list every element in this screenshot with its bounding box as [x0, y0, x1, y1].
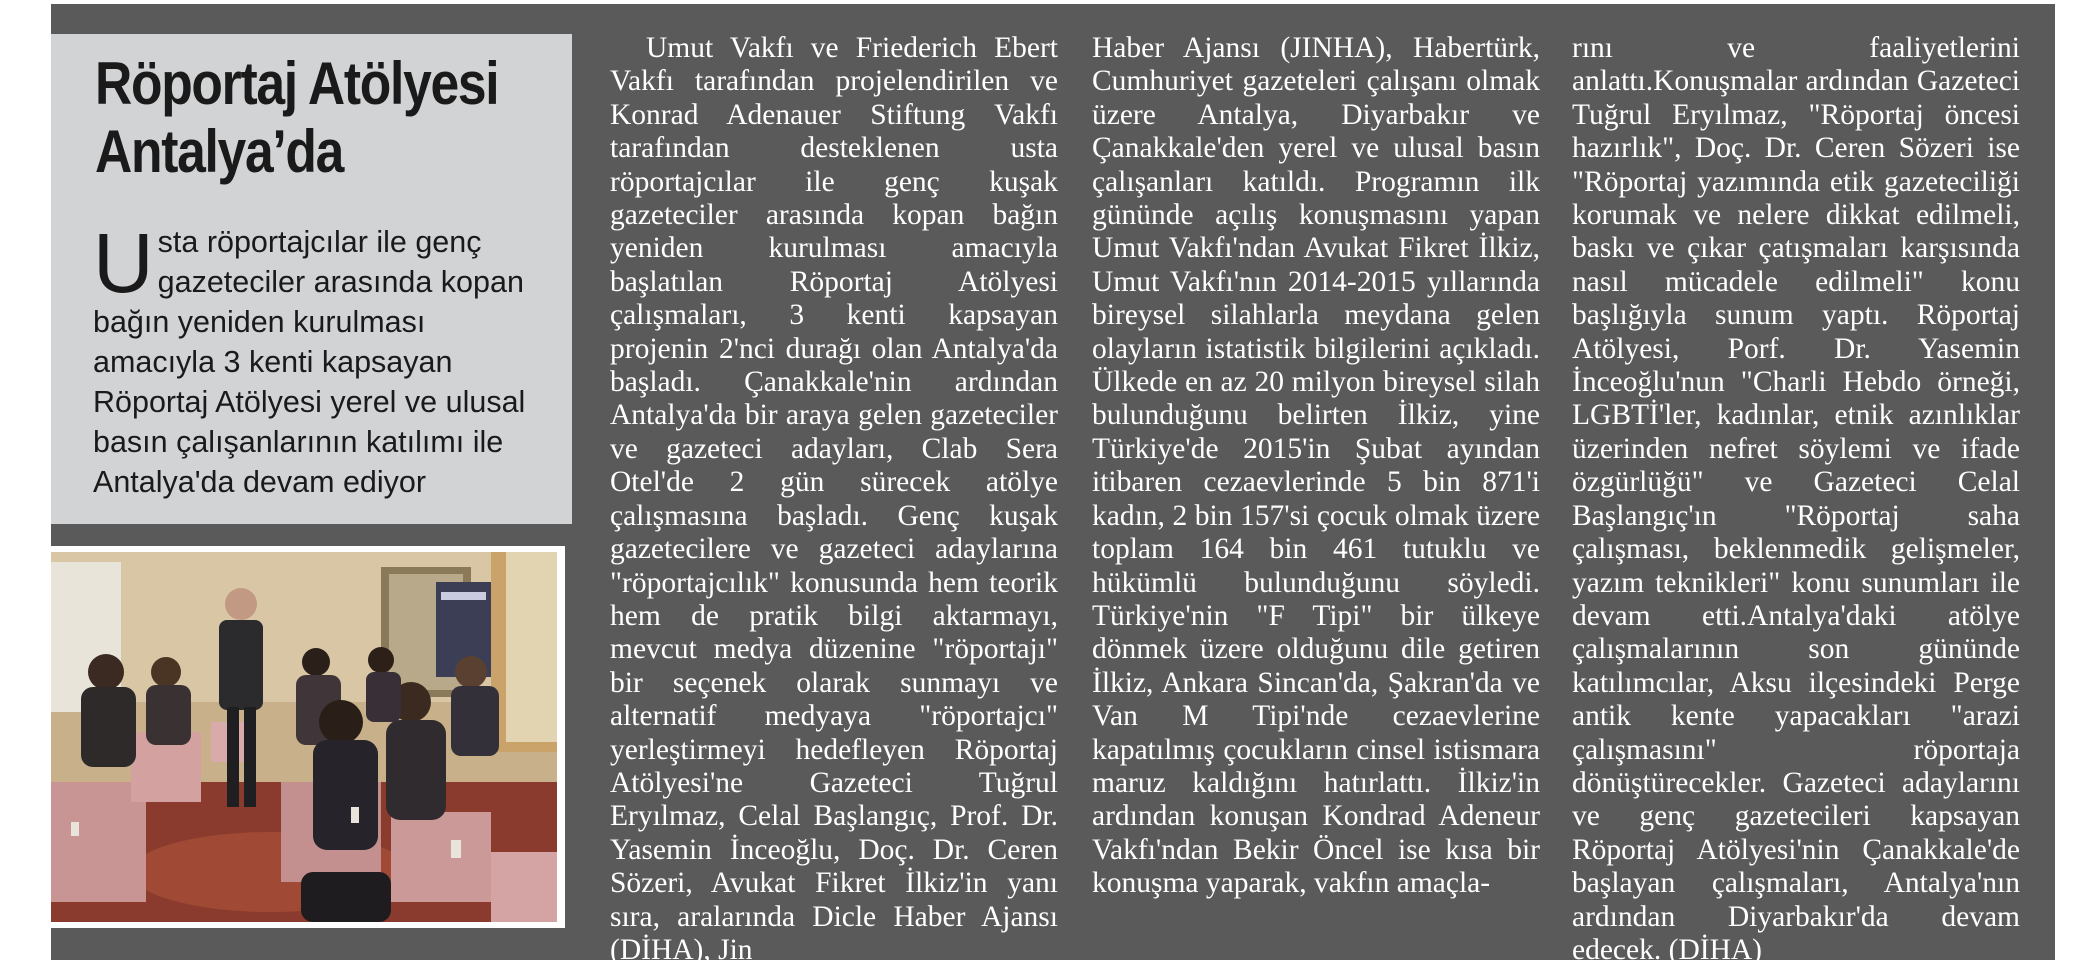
workshop-photo: [51, 552, 557, 922]
left-margin: [0, 0, 51, 965]
lead-dropcap: U: [93, 216, 154, 310]
body-column-3: [1572, 32, 2020, 967]
lead-text: sta röportajcılar ile genç gazeteciler arasında kopan bağın yeniden kurulması amacıyla 3 kenti kapsayan Röportaj Atölyesi yerel ve ulusal basın çalışanlarının katılımı ile Antalya'da devam ediyor: [93, 225, 526, 499]
headline-line-2: Antalya’da: [95, 118, 344, 185]
workshop-photo-illustration: [51, 552, 557, 922]
body-column-1-text: Umut Vakfı ve Friederich Ebert Vakfı tarafından projelendirilen ve Konrad Adenauer Stiftung Vakfı tarafından desteklenen usta röportajcılar ile genç kuşak gazeteciler arasında kopan bağın yeniden kurulması amacıyla başlatılan Röportaj Atölyesi çalışmaları, 3 kenti kapsayan projenin 2'nci durağı olan Antalya'da başladı. Çanakkale'nin ardından Antalya'da bir araya gelen gazeteciler ve gazeteci adayları, Clab Sera Otel'de 2 gün sürecek atölye çalışmasına başladı. Genç kuşak gazetecilere ve gazeteci adaylarına "röportajcılık" konusunda hem teorik hem de pratik bilgi aktarmayı, mevcut medya düzenine "röportajı" bir seçenek olarak sunmayı ve alternatif medyaya "röportajcı" yerleştirmeyi hedefleyen Röportaj Atölyesi'ne Gazeteci Tuğrul Eryılmaz, Celal Başlangıç, Prof. Dr. Yasemin İnceoğlu, Doç. Dr. Ceren Sözeri, Avukat Fikret İlkiz'in yanı sıra, aralarında Dicle Haber Ajansı (DİHA), Jin: [610, 32, 1058, 966]
headline: [95, 50, 499, 186]
body-column-2-text: Haber Ajansı (JINHA), Habertürk, Cumhuriyet gazeteleri çalışanı olmak üzere Antalya, Diyarbakır ve Çanakkale'den yerel ve ulusal basın çalışanları katıldı. Programın ilk gününde açılış konuşmasını yapan Umut Vakfı'ndan Avukat Fikret İlkiz, Umut Vakfı'nın 2014-2015 yıllarında bireysel silahlarla meydana gelen olayların istatistik bilgilerini açıkladı. Ülkede en az 20 milyon bireysel silah bulunduğunu belirten İlkiz, yine Türkiye'de 2015'in Şubat ayından itibaren cezaevlerinde 5 bin 871'i kadın, 2 bin 157'si çocuk olmak üzere toplam 164 bin 461 tutuklu ve hükümlü bulunduğunu söyledi. Türkiye'nin "F Tipi" bir ülkeye dönmek üzere olduğunu dile getiren İlkiz, Ankara Sincan'da, Şakran'da ve Van M Tipi'nde cezaevlerine kapatılmış çocukların cinsel istismara maruz kaldığını hatırlattı. İlkiz'in ardından konuşan Kondrad Adeneur Vakfı'ndan Bekir Öncel ise kısa bir konuşma yaparak, vakfın amaçla-: [1092, 32, 1540, 900]
body-column-3-text: rını ve faaliyetlerini anlattı.Konuşmalar ardından Gazeteci Tuğrul Eryılmaz, "Röportaj öncesi hazırlık", Doç. Dr. Ceren Sözeri ise "Röportaj yazımında etik gazeteciliği korumak ve nelere dikkat edilmeli, baskı ve çıkar çatışmaları karşısında nasıl mücadele edilmeli" konu başlığıyla sunum yaptı. Röportaj Atölyesi, Porf. Dr. Yasemin İnceoğlu'nun "Charli Hebdo örneği, LGBTİ'ler, kadınlar, etnik azınlıklar üzerinden nefret söylemi ve ifade özgürlüğü" ve Gazeteci Celal Başlangıç'ın "Röportaj saha çalışması, beklenmedik gelişmeler, yazım teknikleri" konu sunumları ile devam etti.Antalya'daki atölye çalışmalarının son gününde katılımcılar, Aksu ilçesindeki Perge antik kente yapacakları "arazi çalışmasını" röportaja dönüştürecekler. Gazeteci adaylarını ve genç gazetecileri kapsayan Röportaj Atölyesi'nin Çanakkale'de başlayan çalışmaları, Antalya'nın ardından Diyarbakır'da devam edecek. (DİHA): [1572, 32, 2020, 966]
headline-line-1: Röportaj Atölyesi: [95, 50, 499, 117]
body-column-1: [610, 32, 1058, 967]
body-column-2: [1092, 32, 1540, 901]
lead-paragraph: [93, 216, 538, 502]
